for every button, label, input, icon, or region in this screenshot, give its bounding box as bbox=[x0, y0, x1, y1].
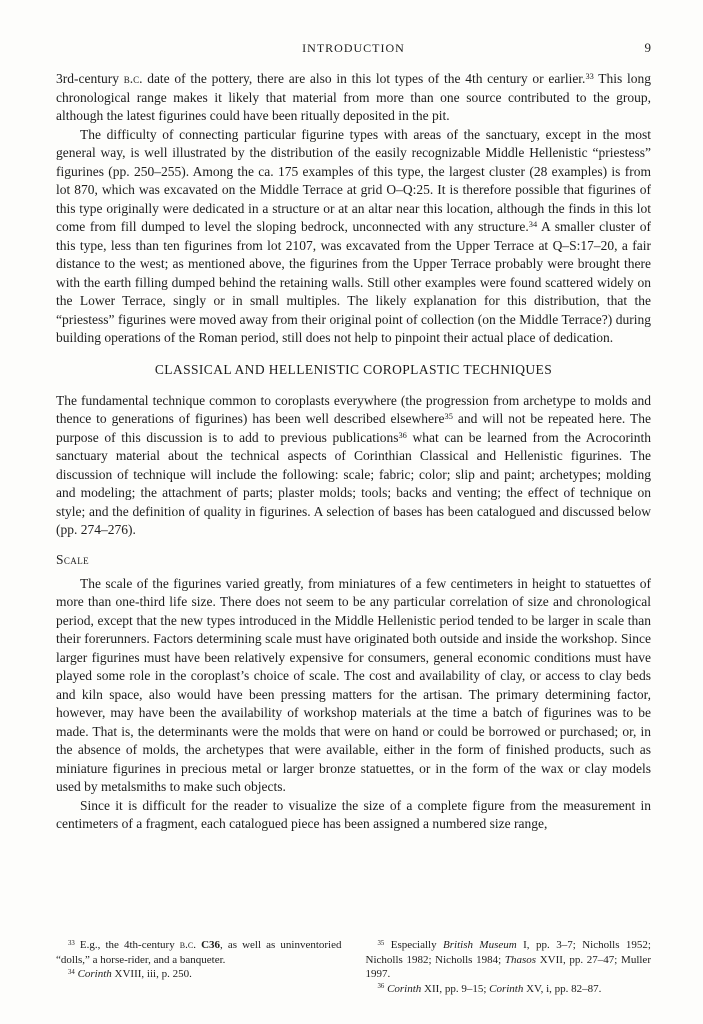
text-run: what can be learned from the Acrocorinth sanctuary material about the technical aspects of Corinthian Classical and Hellenistic figurines. The discussion of technique will include the following: scale; fabric; color; slip and paint; archetypes; molding and modeling; the attachment of parts; plaster molds; tools; backs and venting; the effect of technique on style; and the definition of quality in figurines. A selection of bases has been catalogued and discussed below (pp. 274–276). bbox=[56, 429, 651, 537]
text-run: Especially bbox=[384, 939, 444, 951]
footnote-column-left bbox=[56, 938, 342, 996]
body-text bbox=[56, 70, 651, 834]
footnote-34 bbox=[56, 967, 342, 982]
footnote-number-36: 36 bbox=[377, 983, 385, 991]
footnote-36 bbox=[366, 982, 652, 997]
text-run: The scale of the figurines varied greatly, from miniatures of a few centimeters in height to statuettes of more than one-third life size. There does not seem to be any particular correlation of size and chronological period, except that the new types introduced in the Middle Hellenistic period tended to be larger in scale than their forerunners. Factors determining scale must have originated both outside and inside the workshop. Since larger figurines must have been relatively expensive for consumers, general economic conditions must have played some role in the coroplast’s choice of scale. The cost and availability of clay, or access to clay beds and kiln space, also would have been pressing matters for the artisan. The primary determining factor, however, may have been the availability of workshop materials at the time a batch of figurines was to be made. That is, the determinants were the molds that were on hand or could be borrowed or purchased; or, in the absence of molds, the archetypes that were available, either in the form of finished products, such as miniature figurines in precious metal or larger bronze statuettes, or in the form of the wax or clay models used by metalsmiths to make such objects. bbox=[56, 575, 651, 794]
paragraph-1 bbox=[56, 70, 651, 126]
running-head-title: INTRODUCTION bbox=[302, 41, 405, 55]
text-run: E.g., the 4th-century bbox=[74, 939, 180, 951]
text-run: A smaller cluster of this type, less than ten figurines from lot 2107, was excavated from the Upper Terrace at Q–S:17–20, a fair distance to the west; as mentioned above, the figurines from the Upper Terrace probably were brought there with the earth filling dumped behind the retaining walls. Still other examples were found scattered widely on the Lower Terrace, singly or in small multiples. The likely explanation for this distribution, that the “priestess” figurines were moved away from their original point of collection (on the Middle Terrace?) during building operations of the Roman period, still does not help to pinpoint their actual place of dedication. bbox=[56, 219, 651, 345]
italic-run: British Museum bbox=[443, 939, 517, 951]
running-head bbox=[56, 40, 651, 56]
footnote-ref-33: 33 bbox=[585, 72, 594, 82]
smallcaps-run: b.c. bbox=[179, 939, 196, 951]
text-run: , as well as uninventoried “dolls,” a horse-rider, and a banqueter. bbox=[56, 939, 342, 966]
footnote-ref-34: 34 bbox=[528, 220, 538, 230]
text-run: Since it is difficult for the reader to visualize the size of a complete figure from the measurement in centimeters of a fragment, each catalogued piece has been assigned a numbered size range, bbox=[56, 797, 651, 831]
text-run: The difficulty of connecting particular figurine types with areas of the sanctuary, except in the most general way, is well illustrated by the distribution of the easily recognizable Middle Hellenistic “priestess” figurines (pp. 250–255). Among the ca. 175 examples of this type, the largest cluster (28 examples) is from lot 870, which was excavated on the Middle Terrace at grid O–Q:25. It is therefore possible that figurines of this type originally were dedicated in a structure or at an altar near this location, although the finds in this lot come from fill dumped to level the sloping bedrock, unconnected with any structure. bbox=[56, 126, 651, 234]
text-run: I, pp. 3–7; Nicholls 1952; Nicholls 1982; Nicholls 1984; bbox=[365, 939, 651, 966]
paragraph-4 bbox=[56, 575, 651, 797]
italic-run: Corinth bbox=[77, 968, 112, 980]
italic-run: Corinth bbox=[387, 982, 422, 995]
text-run: This long chronological range makes it likely that material from more than one source contributed to the group, although the latest figurines could have been ritually deposited in the pit. bbox=[56, 71, 651, 123]
italic-run: Thasos bbox=[504, 953, 537, 966]
text-run: The fundamental technique common to coroplasts everywhere (the progression from archetype to molds and thence to generations of figurines) has been well described elsewhere bbox=[56, 392, 651, 426]
paragraph-5 bbox=[56, 797, 651, 834]
footnote-33 bbox=[56, 938, 342, 967]
footnote-number-34: 34 bbox=[68, 968, 75, 976]
italic-run: Corinth bbox=[489, 982, 524, 995]
footnote-35 bbox=[366, 938, 652, 982]
text-run: XVII, pp. 27–47; Muller 1997. bbox=[365, 953, 651, 980]
catalogue-number-bold: C36 bbox=[201, 939, 221, 951]
footnotes bbox=[56, 938, 651, 996]
section-heading: CLASSICAL AND HELLENISTIC COROPLASTIC TECHNIQUES bbox=[154, 361, 553, 377]
page-number: 9 bbox=[644, 40, 651, 55]
footnote-column-right bbox=[366, 938, 652, 996]
footnote-ref-36: 36 bbox=[398, 430, 407, 440]
text-run: XV, i, pp. 82–87. bbox=[523, 982, 602, 995]
text-run: XII, pp. 9–15; bbox=[421, 982, 490, 995]
footnote-number-33: 33 bbox=[68, 939, 75, 947]
text-run: 3rd-century bbox=[56, 71, 124, 86]
paragraph-2 bbox=[56, 126, 651, 348]
footnote-number-35: 35 bbox=[377, 939, 385, 947]
text-run: and will not be repeated here. The purpose of this discussion is to add to previous publications bbox=[56, 411, 651, 445]
text-run: date of the pottery, there are also in this lot types of the 4th century or earlier. bbox=[142, 71, 586, 86]
page-content bbox=[56, 40, 651, 834]
paragraph-3 bbox=[56, 392, 651, 540]
footnote-ref-35: 35 bbox=[444, 412, 453, 422]
text-run: XVIII, iii, p. 250. bbox=[111, 968, 192, 980]
smallcaps-run: b.c. bbox=[123, 71, 143, 86]
subsection-heading: Scale bbox=[56, 551, 90, 567]
